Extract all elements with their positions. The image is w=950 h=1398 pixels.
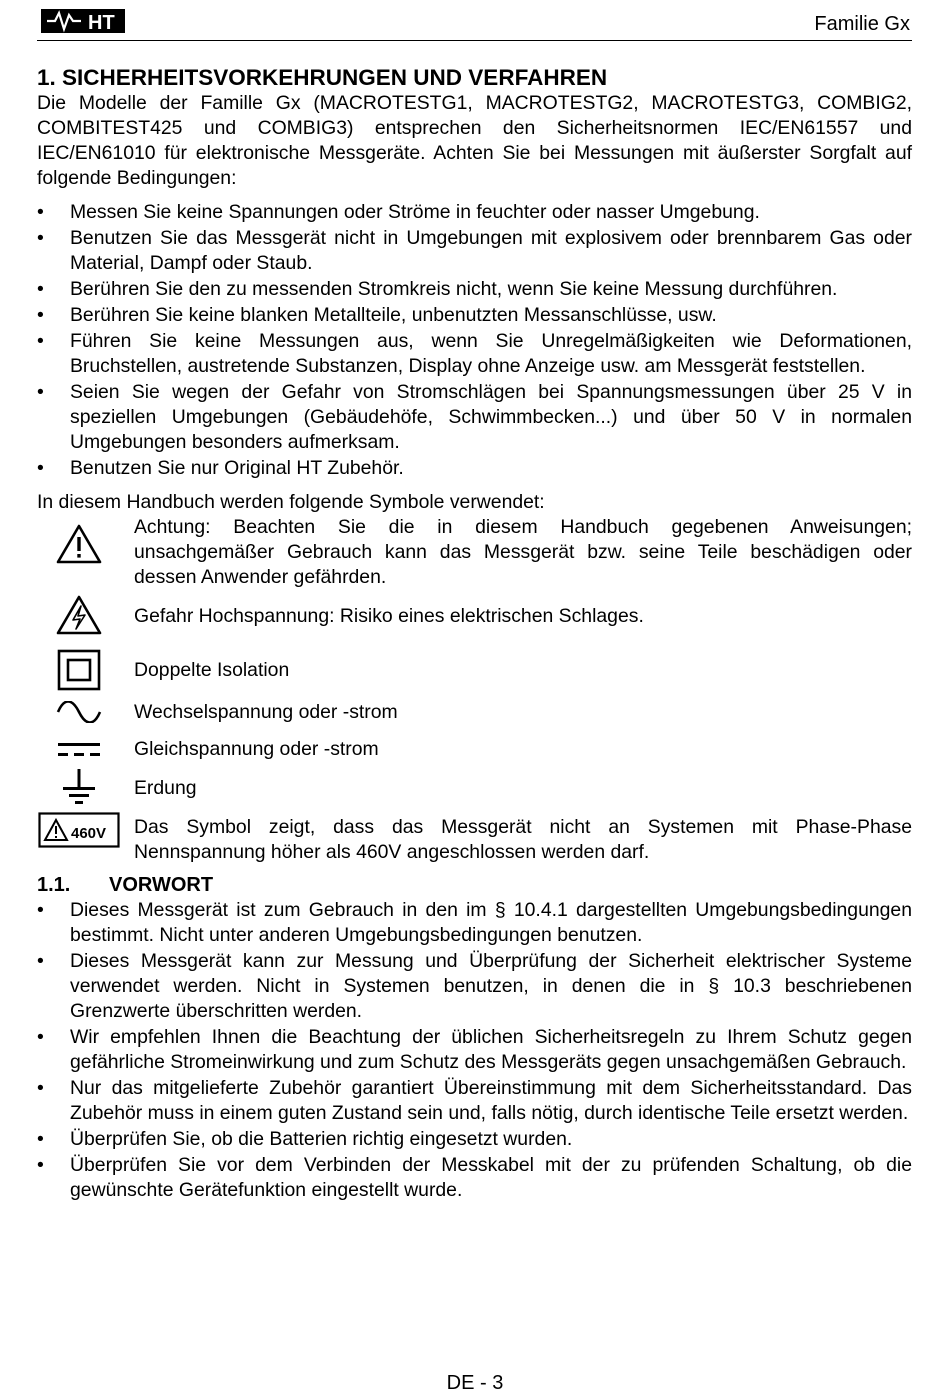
subsection-number: 1.1. (37, 874, 71, 896)
ac-sine-icon (55, 701, 103, 723)
foreword-list (37, 898, 912, 1203)
ht-logo (41, 6, 125, 36)
symbols-intro: In diesem Handbuch werden folgende Symbole verwendet: (37, 491, 545, 513)
list-item: • Messen Sie keine Spannungen oder Ströme in feuchter oder nasser Umgebung. (37, 200, 912, 225)
max-460v-icon (38, 812, 120, 848)
intro-paragraph: Die Modelle der Famille Gx (MACROTESTG1, MACROTESTG2, MACROTESTG3, COMBIG2, COMBITEST425 und COMBIG3) entsprechen den Sicherheitsnormen IEC/EN61557 und IEC/EN61010 für elektronische Messgeräte. Achten Sie bei Messungen mit äußerster Sorgfalt auf folgende Bedingungen: (37, 92, 912, 189)
page-number: DE - 3 (446, 1372, 504, 1394)
symbol-text: Das Symbol zeigt, dass das Messgerät nicht an Systemen mit Phase-Phase Nennspannung höher als 460V angeschlossen werden darf. (134, 816, 912, 863)
ground-icon (59, 767, 99, 811)
symbol-row-double-insulation (37, 647, 912, 696)
symbol-text: Gefahr Hochspannung: Risiko eines elektrischen Schlages. (134, 605, 644, 627)
symbol-text: Achtung: Beachten Sie die in diesem Handbuch gegebenen Anweisungen; unsachgemäßer Gebrauch kann das Messgerät bzw. seine Teile beschädigen oder dessen Anwender gefährden. (134, 516, 912, 588)
double-insulation-icon (57, 649, 101, 691)
list-item: • Berühren Sie den zu messenden Stromkreis nicht, wenn Sie keine Messung durchführen. (37, 277, 912, 302)
symbol-text: Gleichspannung oder -strom (134, 738, 379, 760)
symbol-row-warning (37, 515, 912, 590)
list-item: • Dieses Messgerät ist zum Gebrauch in den im § 10.4.1 dargestellten Umgebungsbedingungen bestimmt. Nicht unter anderen Umgebungsbedingungen benutzen. (37, 898, 912, 948)
max-voltage-label: 460V (71, 825, 107, 842)
list-item: • Führen Sie keine Messungen aus, wenn Sie Unregelmäßigkeiten wie Deformationen, Bruchstellen, austretende Substanzen, Display ohne Anzeige usw. am Messgerät feststellen. (37, 329, 912, 379)
symbol-text: Wechselspannung oder -strom (134, 701, 398, 723)
symbol-text: Doppelte Isolation (134, 659, 290, 681)
logo-text: HT (88, 12, 115, 34)
list-item: • Überprüfen Sie vor dem Verbinden der Messkabel mit der zu prüfenden Schaltung, ob die gewünschte Gerätefunktion eingestellt wurde. (37, 1153, 912, 1203)
page-content (37, 64, 912, 1203)
symbol-row-460v (37, 815, 912, 865)
list-item: • Nur das mitgelieferte Zubehör garantiert Übereinstimmung mit dem Sicherheitsstandard. Das Zubehör muss in einem guten Zustand sein und, falls nötig, durch identische Teile ersetzt werden. (37, 1076, 912, 1126)
dc-icon (55, 741, 103, 759)
list-item: • Dieses Messgerät kann zur Messung und Überprüfung der Sicherheit elektrischer Systeme verwendet werden. Nicht in Systemen benutzen, in denen die in § 10.3 beschriebenen Grenzwerte überschritten werden. (37, 949, 912, 1024)
page-header (37, 4, 912, 41)
symbol-row-dc (37, 737, 912, 775)
symbol-row-high-voltage (37, 590, 912, 647)
list-item: • Überprüfen Sie, ob die Batterien richtig eingesetzt wurden. (37, 1127, 912, 1152)
subsection-heading (37, 873, 912, 898)
high-voltage-icon (55, 594, 103, 636)
subsection-title: VORWORT (109, 874, 214, 896)
warning-triangle-icon (55, 523, 103, 565)
symbol-row-ground (37, 775, 912, 815)
list-item: • Wir empfehlen Ihnen die Beachtung der üblichen Sicherheitsregeln zu Ihrem Schutz gegen gefährliche Stromeinwirkung und zum Schutz des Messgeräts gegen unsachgemäßen Gebrauch. (37, 1025, 912, 1075)
list-item: • Benutzen Sie nur Original HT Zubehör. (37, 456, 912, 481)
section-heading: 1. SICHERHEITSVORKEHRUNGEN UND VERFAHREN (37, 65, 608, 90)
symbol-row-ac (37, 696, 912, 737)
list-item: • Berühren Sie keine blanken Metallteile, unbenutzten Messanschlüsse, usw. (37, 303, 912, 328)
safety-list (37, 200, 912, 481)
list-item: • Benutzen Sie das Messgerät nicht in Umgebungen mit explosivem oder brennbarem Gas oder Material, Dampf oder Staub. (37, 226, 912, 276)
document-title: Familie Gx (814, 13, 910, 35)
symbol-text: Erdung (134, 777, 197, 799)
list-item: • Seien Sie wegen der Gefahr von Stromschlägen bei Spannungsmessungen über 25 V in speziellen Umgebungen (Gebäudehöfe, Schwimmbecken...) und über 50 V in normalen Umgebungen besonders aufmerksam. (37, 380, 912, 455)
